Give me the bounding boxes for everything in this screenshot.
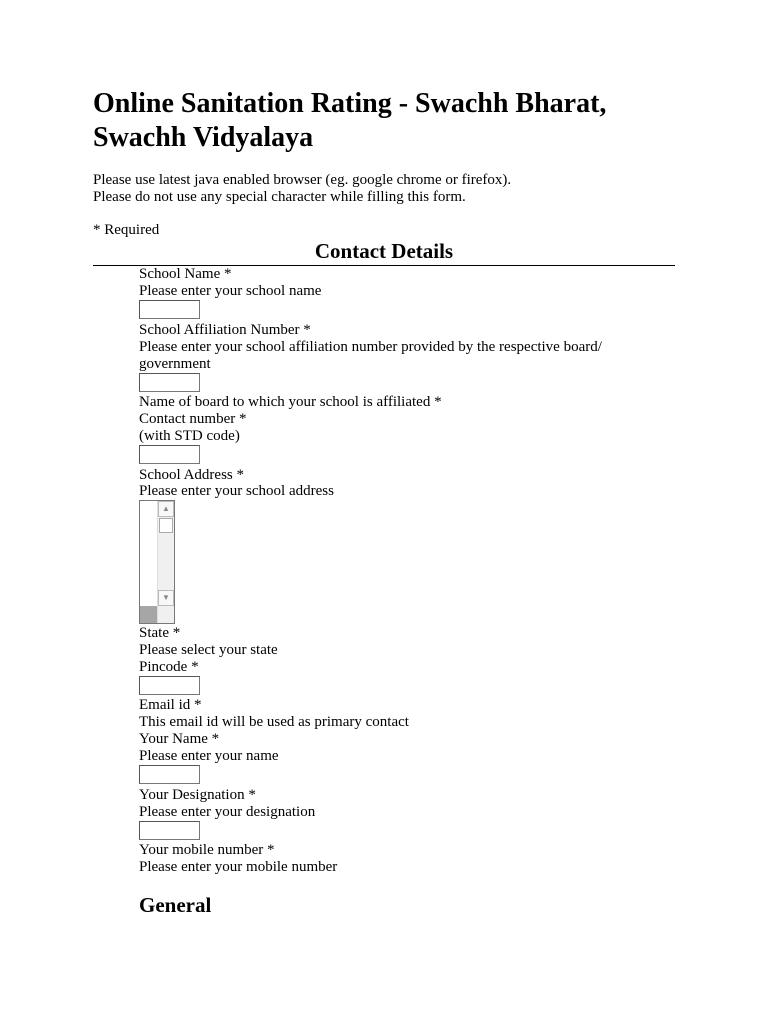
contact-number-label: Contact number *: [139, 411, 247, 427]
mobile-help: Please enter your mobile number: [139, 859, 338, 875]
address-textarea[interactable]: [139, 500, 175, 624]
school-name-help: Please enter your school name: [139, 283, 322, 299]
scroll-down-icon[interactable]: ▼: [158, 590, 174, 606]
mobile-label: Your mobile number *: [139, 842, 275, 858]
email-label: Email id *: [139, 697, 202, 713]
affiliation-help-line1: Please enter your school affiliation number provided by the respective board/: [139, 339, 602, 355]
contact-number-help: (with STD code): [139, 428, 240, 444]
address-help: Please enter your school address: [139, 483, 334, 499]
pincode-input[interactable]: [139, 676, 200, 695]
page-title: Online Sanitation Rating - Swachh Bharat, Swachh Vidyalaya: [93, 88, 607, 153]
school-name-input[interactable]: [139, 300, 200, 319]
affiliation-input[interactable]: [139, 373, 200, 392]
state-label: State *: [139, 625, 181, 641]
scroll-up-icon[interactable]: ▲: [158, 501, 174, 517]
contact-number-input[interactable]: [139, 445, 200, 464]
designation-label: Your Designation *: [139, 787, 256, 803]
designation-help: Please enter your designation: [139, 804, 316, 820]
resize-handle[interactable]: [140, 606, 157, 623]
section-heading-general: General: [139, 893, 212, 917]
intro-text-line1: Please use latest java enabled browser (eg. google chrome or firefox).: [93, 172, 512, 188]
school-name-label: School Name *: [139, 266, 232, 282]
address-label: School Address *: [139, 467, 244, 483]
your-name-input[interactable]: [139, 765, 200, 784]
your-name-help: Please enter your name: [139, 748, 279, 764]
affiliation-label: School Affiliation Number *: [139, 322, 311, 338]
email-help: This email id will be used as primary contact: [139, 714, 409, 730]
section-heading-contact: Contact Details: [314, 239, 454, 263]
pincode-label: Pincode *: [139, 659, 199, 675]
intro-text-line2: Please do not use any special character while filling this form.: [93, 189, 466, 205]
designation-input[interactable]: [139, 821, 200, 840]
your-name-label: Your Name *: [139, 731, 220, 747]
required-note: * Required: [93, 222, 160, 238]
state-help: Please select your state: [139, 642, 278, 658]
address-scrollbar[interactable]: [157, 501, 174, 623]
board-label: Name of board to which your school is affiliated *: [139, 394, 442, 410]
affiliation-help-line2: government: [139, 356, 211, 372]
scroll-thumb[interactable]: [159, 518, 173, 533]
